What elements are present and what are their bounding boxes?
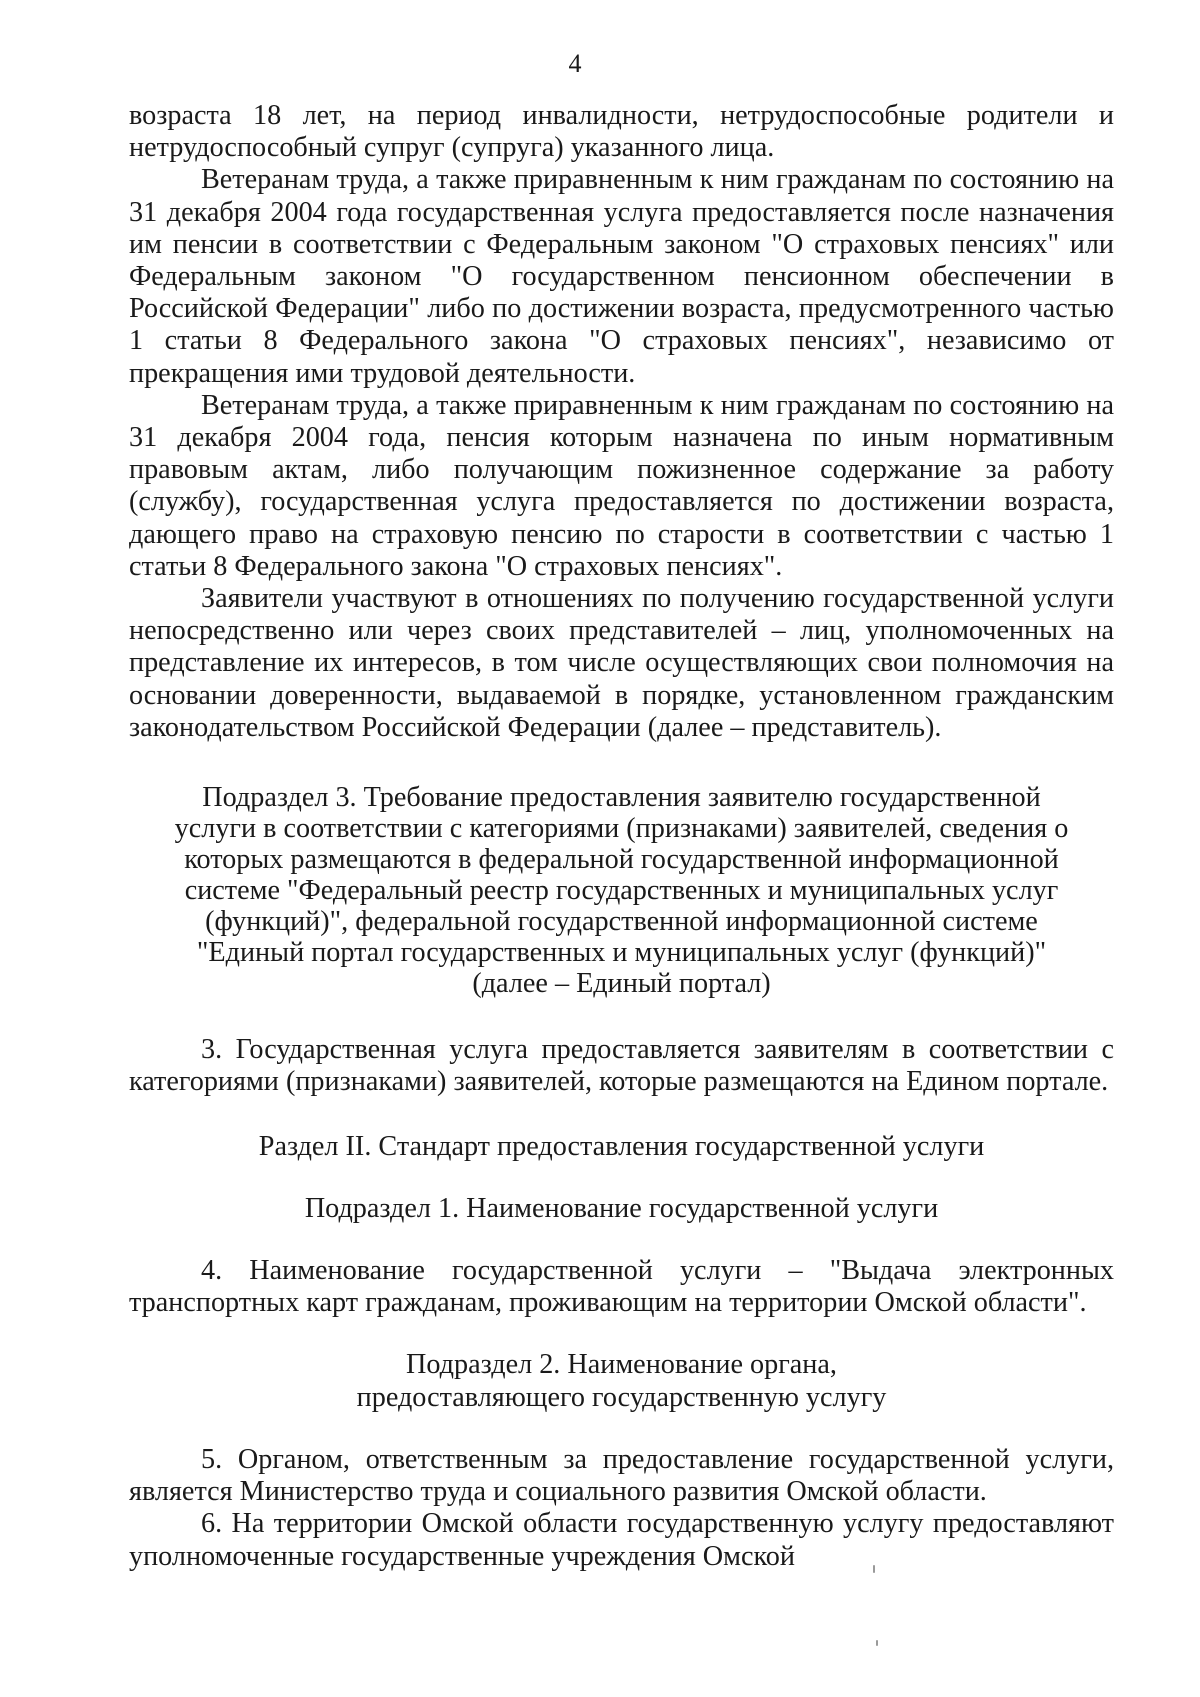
paragraph-continuation: возраста 18 лет, на период инвалидности, нетрудоспособные родители и нетрудоспособный супруг (супруга) указанного лица. xyxy=(129,100,1114,164)
heading-subsection-3 xyxy=(129,782,1114,1000)
heading-subsection-2-text: Подраздел 2. Наименование органа, предоставляющего государственную услугу xyxy=(356,1349,887,1413)
document-body xyxy=(129,100,1114,1573)
paragraph-item-5: 5. Органом, ответственным за предоставление государственной услуги, является Министерство труда и социального развития Омской области. xyxy=(129,1443,1114,1508)
scan-speck xyxy=(876,1640,878,1646)
paragraph-item-6: 6. На территории Омской области государственную услугу предоставляют уполномоченные государственные учреждения Омской xyxy=(129,1508,1114,1572)
scan-speck xyxy=(873,1565,875,1573)
paragraph-applicants-representatives: Заявители участвуют в отношениях по получению государственной услуги непосредственно или через своих представителей – лиц, уполномоченных на представление их интересов, в том числе осуществляющих свои полномочия на основании доверенности, выдаваемой в порядке, установленном гражданским законодательством Российской Федерации (далее – представитель). xyxy=(129,583,1114,743)
paragraph-item-3: 3. Государственная услуга предоставляется заявителям в соответствии с категориями (признаками) заявителей, которые размещаются на Едином портале. xyxy=(129,1034,1114,1098)
heading-subsection-2 xyxy=(129,1349,1114,1413)
page-number: 4 xyxy=(568,49,582,78)
paragraph-veterans-other-acts: Ветеранам труда, а также приравненным к ним гражданам по состоянию на 31 декабря 2004 года, пенсия которым назначена по иным нормативным правовым актам, либо получающим пожизненное содержание за работу (службу), государственная услуга предоставляется по достижении возраста, дающего право на страховую пенсию по старости в соответствии с частью 1 статьи 8 Федерального закона "О страховых пенсиях". xyxy=(129,389,1114,582)
paragraph-item-4: 4. Наименование государственной услуги – "Выдача электронных транспортных карт гражданам, проживающим на территории Омской области". xyxy=(129,1255,1114,1319)
heading-subsection-3-text: Подраздел 3. Требование предоставления заявителю государственной услуги в соответствии с категориями (признаками) заявителей, сведения о которых размещаются в федеральной государственной информационной системе "Федеральный реестр государственных и муниципальных услуг (функций)", федеральной государственной информационной системе "Единый портал государственных и муниципальных услуг (функций)" (далее – Единый портал) xyxy=(174,782,1069,1000)
paragraph-veterans-pension: Ветеранам труда, а также приравненным к ним гражданам по состоянию на 31 декабря 2004 года государственная услуга предоставляется после назначения им пенсии в соответствии с Федеральным законом "О страховых пенсиях" или Федеральным законом "О государственном пенсионном обеспечении в Российской Федерации" либо по достижении возраста, предусмотренного частью 1 статьи 8 Федерального закона "О страховых пенсиях", независимо от прекращения ими трудовой деятельности. xyxy=(129,164,1114,389)
heading-subsection-1: Подраздел 1. Наименование государственной услуги xyxy=(304,1192,939,1224)
heading-section-2: Раздел II. Стандарт предоставления государственной услуги xyxy=(258,1130,985,1162)
